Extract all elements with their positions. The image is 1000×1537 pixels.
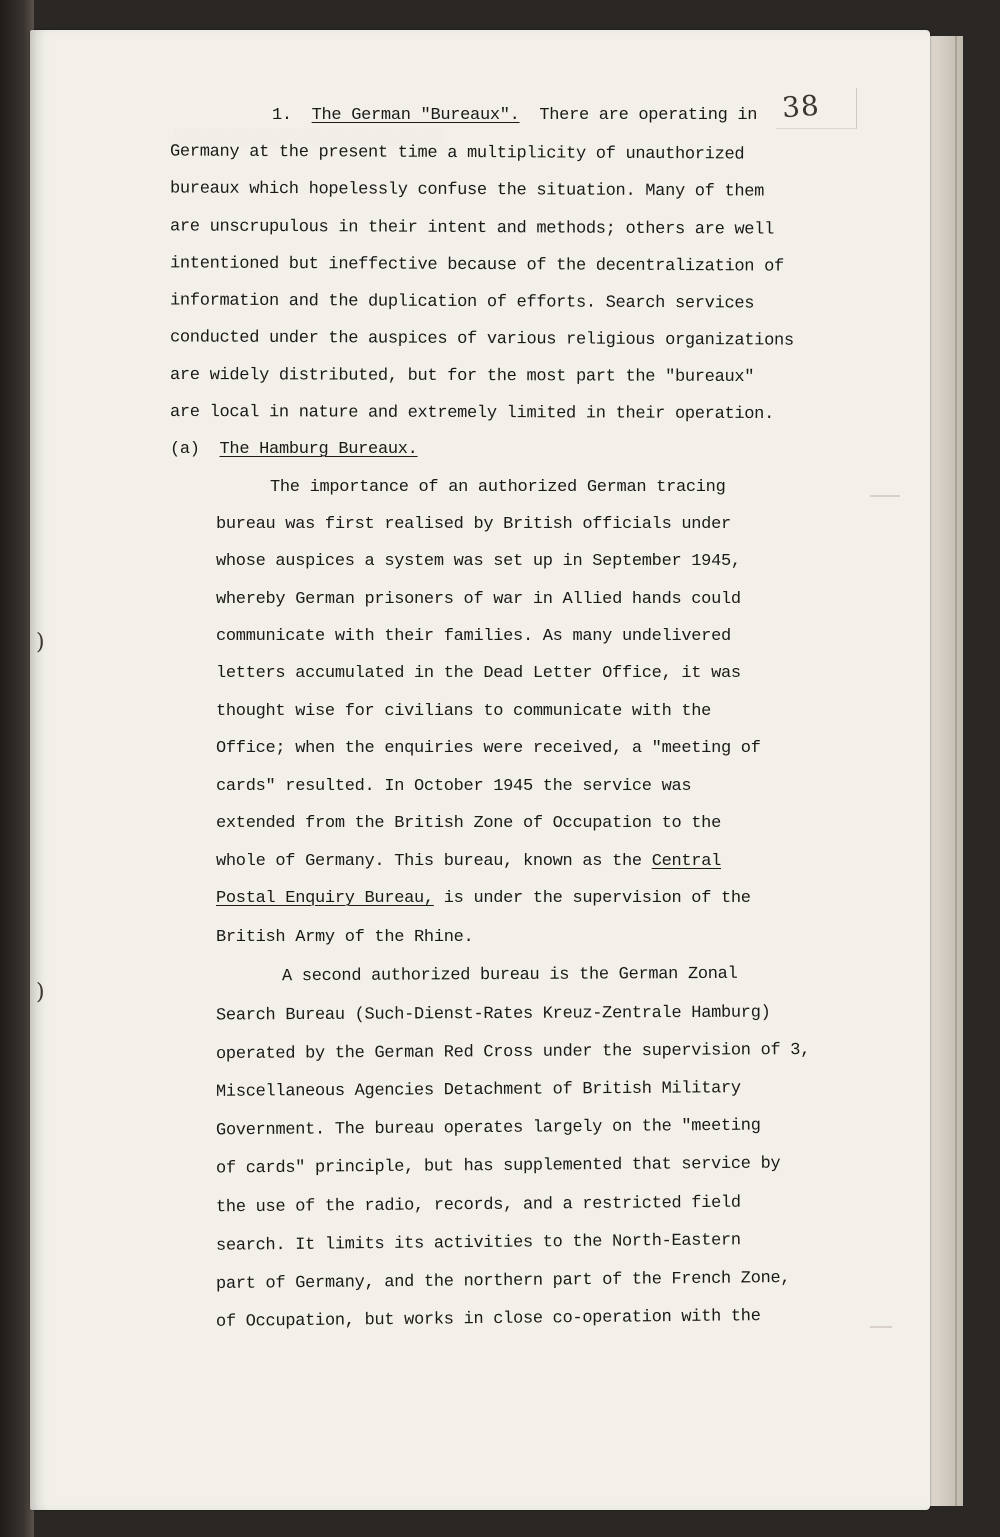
text-line: extended from the British Zone of Occupation to the	[216, 814, 721, 833]
text-line	[216, 852, 721, 872]
text-span: is under the supervision of the	[443, 889, 751, 908]
text-line: communicate with their families. As many undelivered	[216, 627, 731, 646]
section-heading-line	[272, 106, 757, 126]
text-line: search. It limits its activities to the North-Eastern	[215, 1231, 741, 1256]
document-page	[30, 30, 930, 1510]
text-line: Germany at the present time a multiplicity of unauthorized	[169, 142, 745, 165]
margin-tick	[870, 495, 900, 497]
section-heading: The German "Bureaux".	[311, 106, 520, 125]
text-line: whereby German prisoners of war in Allied hands could	[216, 590, 741, 609]
text-line: conducted under the auspices of various religious organizations	[169, 328, 794, 351]
margin-mark: )	[36, 980, 45, 1005]
text-span: whole of Germany. This bureau, known as the	[216, 852, 642, 871]
text-line: There are operating in	[539, 106, 758, 125]
margin-tick	[870, 1326, 892, 1328]
binding-gutter	[0, 0, 34, 1537]
text-line: A second authorized bureau is the German Zonal	[281, 964, 738, 987]
postal-enquiry-bureau: Postal Enquiry Bureau,	[216, 889, 434, 908]
text-line: part of Germany, and the northern part of the French Zone,	[215, 1268, 791, 1295]
text-line: are widely distributed, but for the most part the "bureaux"	[169, 365, 755, 388]
text-line: Government. The bureau operates largely on the "meeting	[215, 1116, 761, 1141]
text-line: bureau was first realised by British officials under	[216, 515, 731, 534]
sub-heading: The Hamburg Bureaux.	[219, 440, 418, 459]
sub-heading-marker: (a)	[170, 440, 200, 459]
sub-heading-line	[170, 440, 418, 460]
text-line: intentioned but ineffective because of the decentralization of	[169, 254, 784, 277]
text-line: Search Bureau (Such-Dienst-Rates Kreuz-Zentrale Hamburg)	[215, 1003, 771, 1026]
text-line: bureaux which hopelessly confuse the situation. Many of them	[169, 179, 765, 202]
text-line: thought wise for civilians to communicate with the	[216, 702, 712, 721]
text-line: cards" resulted. In October 1945 the service was	[216, 777, 692, 796]
text-line: information and the duplication of efforts. Search services	[169, 291, 755, 314]
bleed-through: ░░░░░░░░░░░░░░░░░░░░░░░░░░░░░░	[175, 130, 446, 147]
text-line: are local in nature and extremely limited in their operation.	[169, 402, 775, 425]
text-line: whose auspices a system was set up in September 1945,	[216, 552, 741, 571]
section-number: 1.	[272, 106, 292, 125]
text-line: the use of the radio, records, and a restricted field	[215, 1193, 741, 1218]
text-line: of cards" principle, but has supplemented that service by	[215, 1154, 781, 1179]
text-line: The importance of an authorized German tracing	[270, 478, 726, 497]
page-number: 38	[780, 88, 821, 125]
text-line: of Occupation, but works in close co-operation with the	[215, 1307, 761, 1332]
text-line: Office; when the enquiries were received, a "meeting of	[216, 739, 761, 758]
central-word: Central	[651, 852, 721, 871]
text-line: operated by the German Red Cross under the supervision of 3,	[215, 1040, 811, 1065]
text-line	[216, 889, 751, 909]
text-line: are unscrupulous in their intent and methods; others are well	[169, 217, 775, 240]
margin-mark: )	[36, 630, 45, 655]
text-line: letters accumulated in the Dead Letter Office, it was	[216, 664, 741, 683]
text-line: British Army of the Rhine.	[216, 928, 474, 947]
text-line: Miscellaneous Agencies Detachment of British Military	[215, 1079, 741, 1102]
